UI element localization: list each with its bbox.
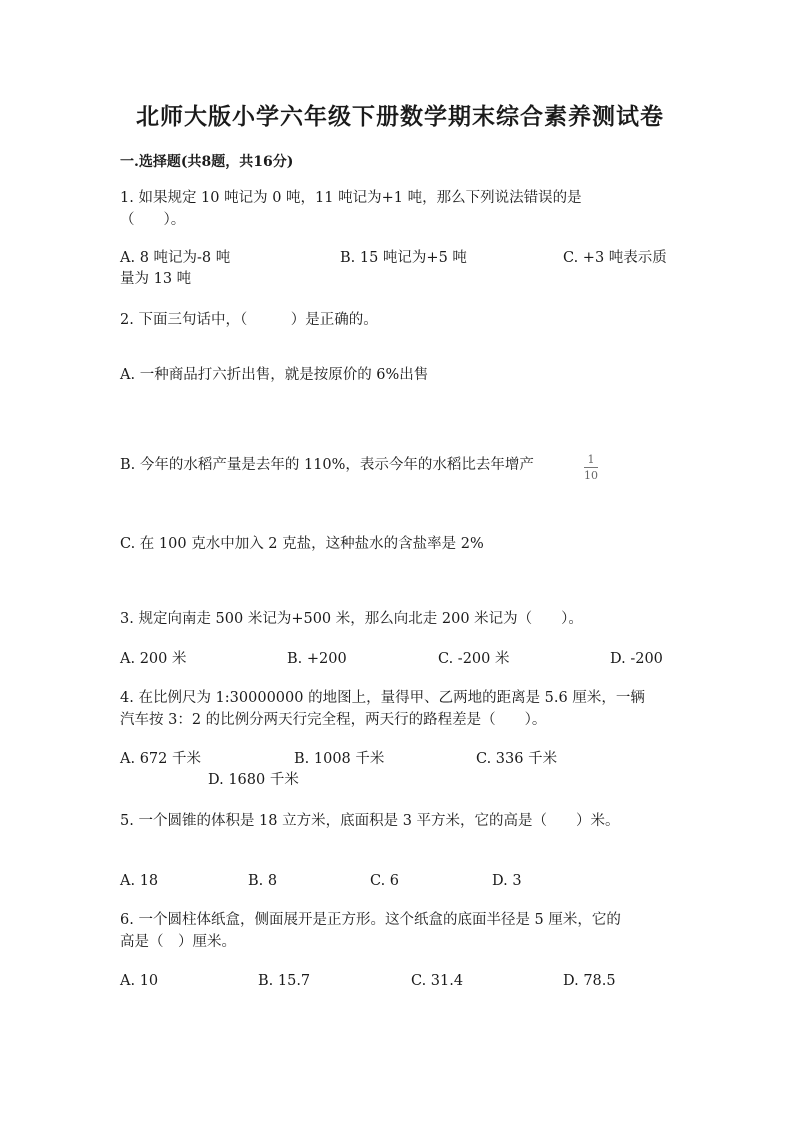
question-5-option-a: A. 18 <box>120 873 159 889</box>
section-heading: 一.选择题(共8题，共16分) <box>120 154 294 170</box>
question-1-option-a: A. 8 吨记为-8 吨 <box>120 250 231 266</box>
question-1-option-c-cont: 量为 13 吨 <box>120 271 192 287</box>
question-5-option-c: C. 6 <box>370 873 400 889</box>
question-6-option-a: A. 10 <box>120 973 159 989</box>
question-2-fraction <box>584 453 598 482</box>
question-3-option-c: C. -200 米 <box>438 651 510 667</box>
fraction-numerator: 1 <box>587 453 595 466</box>
question-4-option-c: C. 336 千米 <box>476 751 558 767</box>
question-3-stem: 3. 规定向南走 500 米记为+500 米，那么向北走 200 米记为（ ）。 <box>120 611 583 627</box>
question-2-option-a: A. 一种商品打六折出售，就是按原价的 6%出售 <box>120 367 429 383</box>
question-3-option-d: D. -200 <box>610 651 663 667</box>
question-3-option-b: B. +200 <box>287 651 347 667</box>
question-2-option-c: C. 在 100 克水中加入 2 克盐，这种盐水的含盐率是 2% <box>120 536 484 552</box>
question-5-option-b: B. 8 <box>248 873 278 889</box>
question-2-stem: 2. 下面三句话中，（ ）是正确的。 <box>120 312 378 328</box>
question-2-option-b: B. 今年的水稻产量是去年的 110%，表示今年的水稻比去年增产 <box>120 457 534 473</box>
fraction-bar <box>584 467 598 468</box>
question-5-stem: 5. 一个圆锥的体积是 18 立方米，底面积是 3 平方米，它的高是（ ）米。 <box>120 813 620 829</box>
question-4-option-a: A. 672 千米 <box>120 751 201 767</box>
question-6-stem-line2: 高是（ ）厘米。 <box>120 934 236 950</box>
question-6-option-c: C. 31.4 <box>411 973 464 989</box>
question-6-stem-line1: 6. 一个圆柱体纸盒，侧面展开是正方形。这个纸盒的底面半径是 5 厘米，它的 <box>120 912 621 928</box>
question-4-stem-line2: 汽车按 3：2 的比例分两天行完全程，两天行的路程差是（ ）。 <box>120 712 547 728</box>
fraction-denominator: 10 <box>584 469 598 482</box>
question-3-option-a: A. 200 米 <box>120 651 187 667</box>
question-6-option-b: B. 15.7 <box>258 973 311 989</box>
question-1-option-b: B. 15 吨记为+5 吨 <box>340 250 467 266</box>
question-4-stem-line1: 4. 在比例尺为 1:30000000 的地图上，量得甲、乙两地的距离是 5.6 厘米，一辆 <box>120 690 645 706</box>
page-title: 北师大版小学六年级下册数学期末综合素养测试卷 <box>136 103 664 130</box>
question-6-option-d: D. 78.5 <box>563 973 616 989</box>
question-5-option-d: D. 3 <box>492 873 522 889</box>
question-4-option-d: D. 1680 千米 <box>208 772 299 788</box>
question-1-option-c: C. +3 吨表示质 <box>563 250 667 266</box>
question-4-option-b: B. 1008 千米 <box>294 751 385 767</box>
question-1-stem-line2: （ ）。 <box>120 212 186 228</box>
question-1-stem-line1: 1. 如果规定 10 吨记为 0 吨，11 吨记为+1 吨，那么下列说法错误的是 <box>120 190 582 206</box>
